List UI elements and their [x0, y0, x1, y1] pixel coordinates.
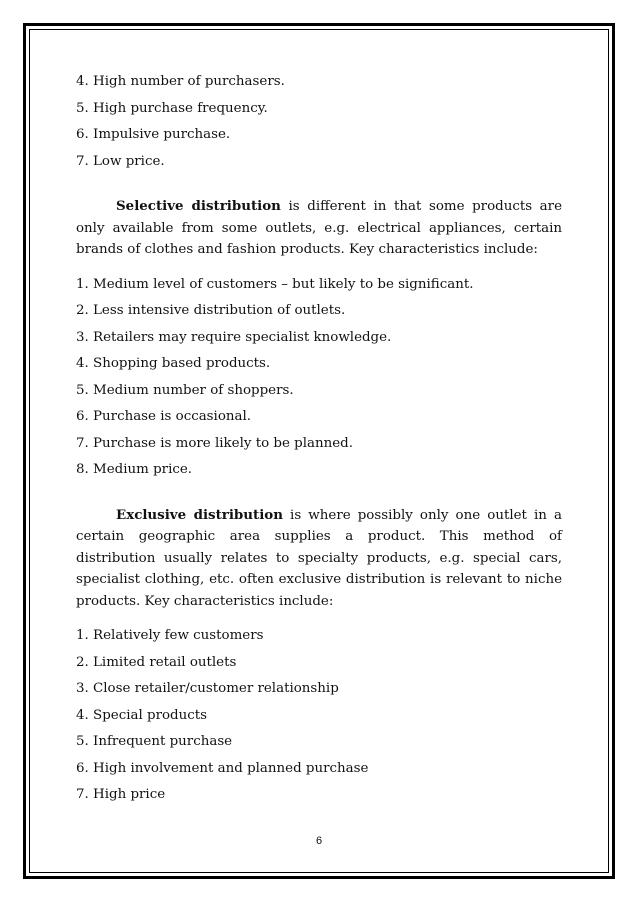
selective-paragraph: [76, 196, 562, 261]
list-item: 6. Purchase is occasional.: [76, 409, 252, 424]
list-item: 5. Medium number of shoppers.: [76, 382, 294, 398]
document-body: [76, 70, 562, 810]
list-item: 5. Infrequent purchase: [76, 734, 233, 749]
list-item: 3. Retailers may require specialist knowledge.: [76, 329, 392, 345]
list-item: 2. Less intensive distribution of outlets.: [76, 303, 346, 318]
list-item: 4. Shopping based products.: [76, 356, 271, 371]
list-item: 7. Low price.: [76, 153, 165, 169]
list-two: [76, 273, 562, 482]
list-item: 5. High purchase frequency.: [76, 100, 268, 116]
list-three: [76, 624, 562, 806]
list-item: 6. High involvement and planned purchase: [76, 760, 369, 776]
selective-term: Selective distribution: [116, 198, 281, 214]
list-one: [76, 70, 562, 173]
list-item: 2. Limited retail outlets: [76, 654, 237, 670]
list-item: 8. Medium price.: [76, 462, 193, 477]
list-item: 4. High number of purchasers.: [76, 74, 285, 89]
list-item: 7. High price: [76, 787, 166, 802]
list-item: 4. Special products: [76, 707, 207, 723]
list-item: 1. Medium level of customers – but likely to be significant.: [76, 276, 474, 292]
list-item: 1. Relatively few customers: [76, 628, 264, 643]
page-number: 6: [315, 835, 323, 847]
selective-text: is different in that some products are only available from some outlets, e.g. electrical appliances, certain brands of clothes and fashion products. Key characteristics include:: [76, 199, 562, 257]
list-item: 6. Impulsive purchase.: [76, 127, 231, 142]
exclusive-text: is where possibly only one outlet in a certain geographic area supplies a product. This method of distribution usually relates to specialty products, e.g. special cars, specialist clothing, etc. often exclusive distribution is relevant to niche products. Key characteristics include:: [76, 507, 563, 609]
exclusive-term: Exclusive distribution: [116, 506, 283, 523]
exclusive-paragraph: [76, 505, 562, 613]
list-item: 3. Close retailer/customer relationship: [76, 681, 339, 696]
list-item: 7. Purchase is more likely to be planned.: [76, 435, 353, 451]
